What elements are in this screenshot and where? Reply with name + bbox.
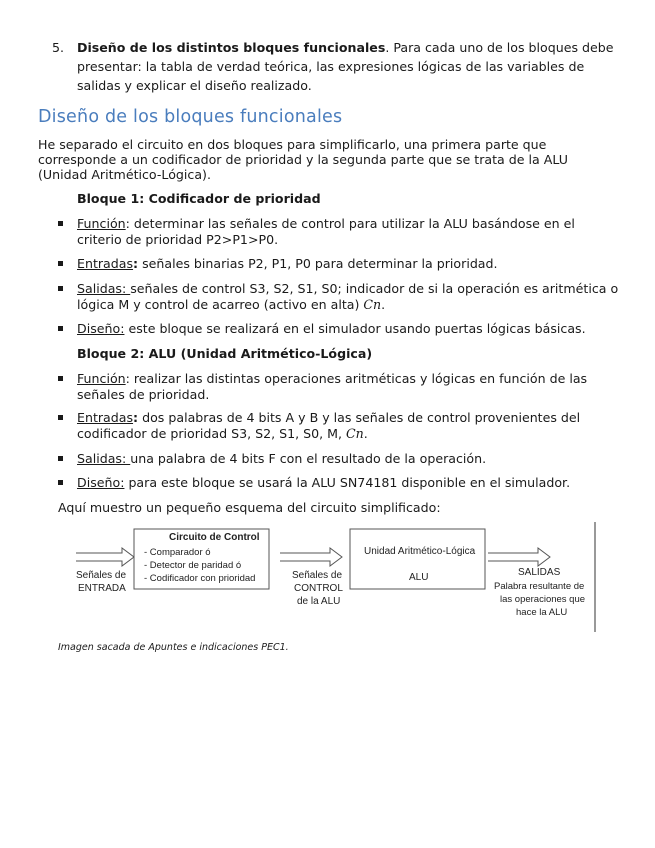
control-item-3: - Codificador con prioridad: [144, 573, 256, 584]
salidas-line-2: las operaciones que: [500, 594, 586, 605]
output-arrow-icon: [488, 548, 550, 566]
senales-label-2: CONTROL: [294, 583, 343, 594]
salidas-label: Salidas:: [77, 281, 131, 296]
diseno-label: Diseño:: [77, 475, 125, 490]
control-item-2: - Detector de paridad ó: [144, 560, 242, 571]
entrada-label-2: ENTRADA: [78, 583, 126, 594]
salidas-title: SALIDAS: [518, 567, 561, 578]
entradas-label: Entradas: [77, 256, 134, 271]
section-heading: Diseño de los bloques funcionales: [38, 107, 343, 127]
control-item-1: - Comparador ó: [144, 547, 211, 558]
entradas-text: dos palabras de 4 bits A y B y las señales de control provenientes del codificador de prioridad S3, S2, S1, S0, M,: [77, 410, 581, 441]
bullet-icon: [58, 480, 63, 485]
funcion-label: Función: [77, 216, 126, 231]
bullet-icon: [58, 286, 63, 291]
bullet-icon: [58, 415, 63, 420]
list-number: 5.: [52, 40, 65, 55]
funcion-text: : determinar las señales de control para utilizar la ALU basándose en el criterio de prioridad P2>P1>P0.: [77, 216, 575, 247]
diseno-text: este bloque se realizará en el simulador usando puertas lógicas básicas.: [124, 321, 586, 336]
diseno-text: para este bloque se usará la ALU SN74181 disponible en el simulador.: [124, 475, 571, 490]
salidas-line-1: Palabra resultante de: [494, 581, 585, 592]
funcion-text: : realizar las distintas operaciones aritméticas y lógicas en función de las señales de prioridad.: [77, 371, 588, 402]
salidas-text: señales de control S3, S2, S1, S0; indicador de si la operación es aritmética o lógica M y control de acarreo (activo en alta): [77, 281, 619, 312]
list-item-text: [77, 38, 622, 95]
entradas-math: Cn: [346, 425, 364, 441]
senales-label-3: de la ALU: [297, 596, 341, 607]
bullet-icon: [58, 376, 63, 381]
item-body: . Para cada uno de los bloques debe presentar: la tabla de verdad teórica, las expresiones lógicas de las variables de salidas y explicar el diseño realizado.: [77, 40, 614, 93]
entradas-colon: :: [133, 256, 139, 271]
circuit-diagram: [70, 520, 600, 635]
alu-title: Unidad Aritmético-Lógica: [364, 546, 476, 557]
alu-label: ALU: [409, 572, 429, 583]
control-arrow-icon: [280, 548, 342, 566]
bullet-icon: [58, 326, 63, 331]
diagram-intro: Aquí muestro un pequeño esquema del circuito simplificado:: [58, 500, 441, 515]
bullet-icon: [58, 456, 63, 461]
senales-label-1: Señales de: [292, 570, 343, 581]
entradas-label: Entradas: [77, 410, 134, 425]
item-title: Diseño de los distintos bloques funcionales: [77, 40, 386, 55]
salidas-end: .: [381, 296, 386, 312]
entrada-label-1: Señales de: [76, 570, 127, 581]
salidas-label: Salidas:: [77, 451, 131, 466]
salidas-line-3: hace la ALU: [516, 607, 568, 618]
bloque1-title: Bloque 1: Codificador de prioridad: [77, 191, 321, 206]
entradas-colon: :: [133, 410, 139, 425]
control-title: Circuito de Control: [169, 532, 260, 543]
bullet-icon: [58, 221, 63, 226]
salidas-math: Cn: [363, 296, 382, 312]
intro-paragraph: He separado el circuito en dos bloques para simplificarlo, una primera parte que corresponde a un codificador de prioridad y la segunda parte que se trata de la ALU (Unidad Aritmético-Lógica).: [38, 137, 568, 182]
diseno-label: Diseño:: [77, 321, 125, 336]
funcion-label: Función: [77, 371, 126, 386]
bullet-icon: [58, 261, 63, 266]
image-caption: Imagen sacada de Apuntes e indicaciones PEC1.: [58, 642, 289, 653]
entradas-text: señales binarias P2, P1, P0 para determinar la prioridad.: [138, 256, 498, 271]
salidas-text: una palabra de 4 bits F con el resultado de la operación.: [130, 451, 487, 466]
bloque2-title: Bloque 2: ALU (Unidad Aritmético-Lógica): [77, 346, 373, 361]
input-arrow-icon: [76, 548, 134, 566]
entradas-end: .: [363, 425, 368, 441]
